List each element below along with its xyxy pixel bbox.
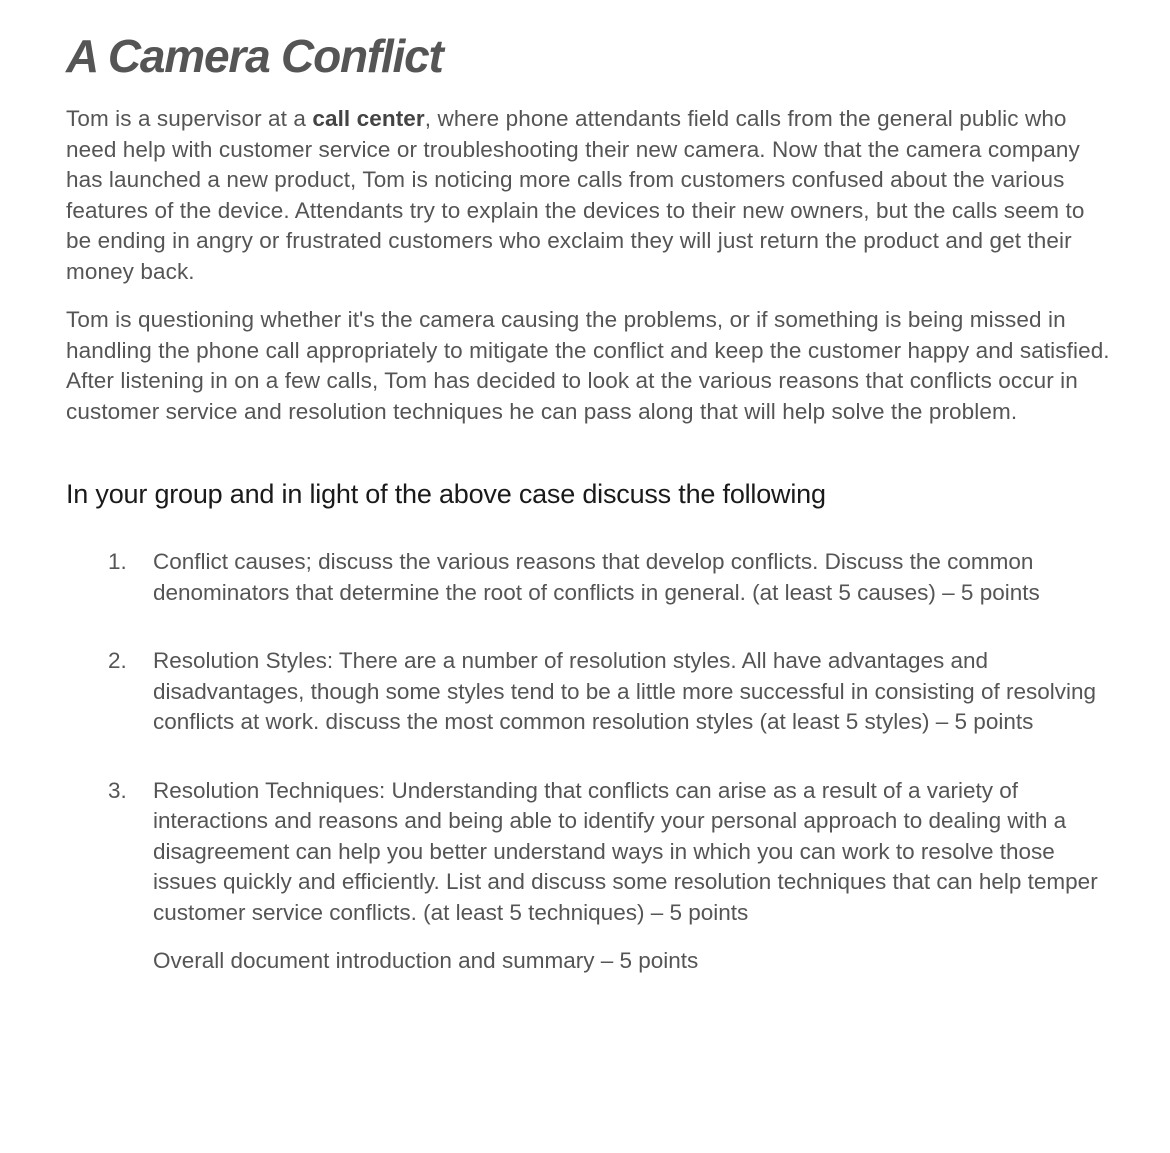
task-item-1 [66,547,1110,608]
task-number: 3. [108,777,127,803]
task-item-2 [66,646,1110,738]
intro-paragraph-1 [66,104,1110,287]
task-number: 1. [108,549,127,574]
task-text: Resolution Techniques: Understanding that conflicts can arise as a result of a variety of interactions and reasons and being able to identify your personal approach to dealing with a disagreement can help you better understand ways in which you can work to resolve those issues quickly and efficiently. List and discuss some resolution techniques that can help temper customer service conflicts. (at least 5 techniques) – 5 points [153,777,1098,925]
intro-p1-rest: , where phone attendants field calls from the general public who need help with customer service or troubleshooting their new camera. Now that the camera company has launched a new product, Tom is noticing more calls from customers confused about the various features of the device. Attendants try to explain the devices to their new owners, but the calls seem to be ending in angry or frustrated customers who exclaim they will just return the product and get their money back. [66,106,1085,284]
document-title: A Camera Conflict [66,30,443,82]
intro-p1-bold-term: call center [312,106,425,131]
task-text: Resolution Styles: There are a number of resolution styles. All have advantages and disadvantages, though some styles tend to be a little more successful in consisting of resolving conflicts at work. discuss the most common resolution styles (at least 5 styles) – 5 points [153,648,1097,734]
task-item-3 [66,776,1110,929]
task-text: Conflict causes; discuss the various reasons that develop conflicts. Discuss the common denominators that determine the root of conflicts in general. (at least 5 causes) – 5 points [153,549,1040,605]
task-number: 2. [108,648,127,673]
discussion-heading: In your group and in light of the above case discuss the following [66,479,826,509]
overall-grading-note: Overall document introduction and summary – 5 points [153,948,699,973]
intro-p1-start: Tom is a supervisor at a [66,106,313,131]
intro-paragraph-2: Tom is questioning whether it's the camera causing the problems, or if something is being missed in handling the phone call appropriately to mitigate the conflict and keep the customer happy and satisfied. After listening in on a few calls, Tom has decided to look at the various reasons that conflicts occur in customer service and resolution techniques he can pass along that will help solve the problem. [66,307,1110,424]
task-list [66,547,1110,928]
